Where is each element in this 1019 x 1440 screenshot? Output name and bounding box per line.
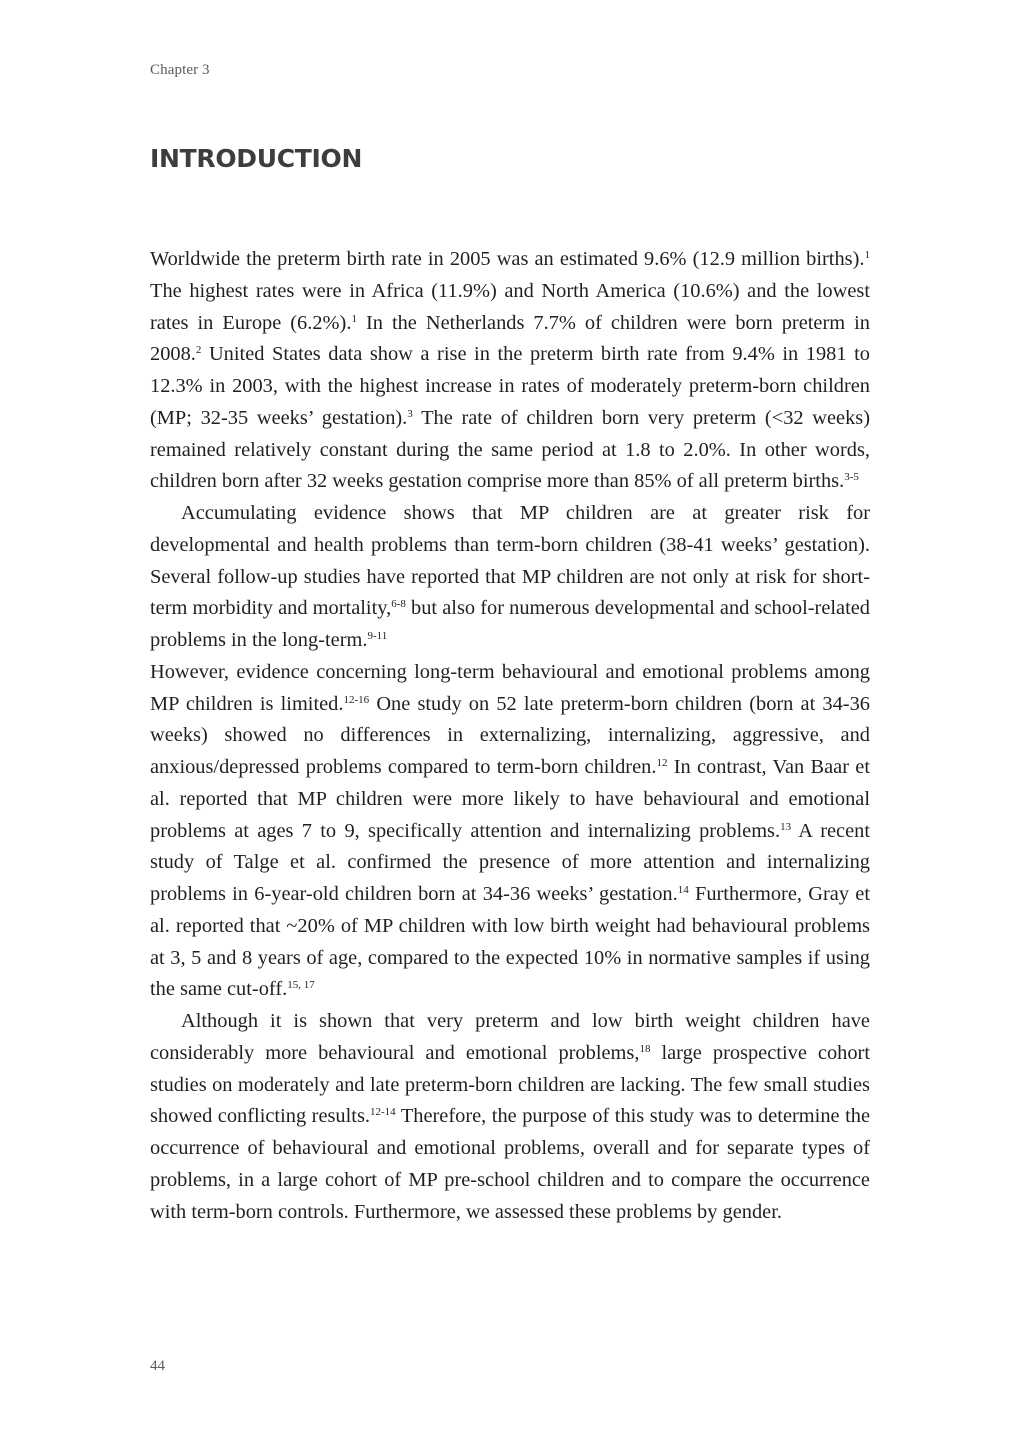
section-title: INTRODUCTION <box>150 144 363 173</box>
citation-reference: 15, 17 <box>287 979 315 992</box>
citation-reference: 14 <box>677 884 689 897</box>
running-head: Chapter 3 <box>150 62 210 78</box>
citation-reference: 12-14 <box>370 1106 396 1119</box>
citation-reference: 13 <box>780 820 792 833</box>
citation-reference: 3-5 <box>844 471 859 484</box>
body-paragraph: However, evidence concerning long-term behavioural and emotional problems among MP children is limited.$^{12-16}$ One study on 52 late preterm-born children (born at 34-36 weeks) showed no differences in externalizing, internalizing, aggressive, and anxious/depressed problems compared to term-born children.$^{12}$ In contrast, Van Baar et al. reported that MP children were more likely to have behavioural and emotional problems at ages 7 to 9, specifically attention and internalizing problems.$^{13}$ A recent study of Talge et al. confirmed the presence of more attention and internalizing problems in 6-year-old children born at 34-36 weeks’ gestation.$^{14}$ Furthermore, Gray et al. reported that ~20% of MP children with low birth weight had behavioural problems at 3, 5 and 8 years of age, compared to the expected 10% in normative samples if using the same cut-off.$^{15, 17}$ <box>150 660 871 1001</box>
citation-reference: 12-16 <box>343 693 370 706</box>
citation-reference: 2 <box>195 344 202 357</box>
body-paragraph: Accumulating evidence shows that MP children are at greater risk for developmental and health problems than term-born children (38-41 weeks’ gestation). Several follow-up studies have reported that MP children are not only at risk for short-term morbidity and mortality,$^{6-8}$ but also for numerous developmental and school-related problems in the long-term.$^{9-11}$ <box>150 502 870 651</box>
citation-reference: 9-11 <box>367 630 388 643</box>
citation-reference: 18 <box>639 1042 651 1055</box>
citation-reference: 1 <box>351 312 357 325</box>
body-text <box>150 244 870 1228</box>
citation-reference: 3 <box>407 407 413 420</box>
body-paragraph: Worldwide the preterm birth rate in 2005 was an estimated 9.6% (12.9 million births).$^1$ The highest rates were in Africa (11.9%) and North America (10.6%) and the lowest rates in Europe (6.2%).$^1$ In the Netherlands 7.7% of children were born preterm in 2008.$^2$ United States data show a rise in the preterm birth rate from 9.4% in 1981 to 12.3% in 2003, with the highest increase in rates of moderately preterm-born children (MP; 32-35 weeks’ gestation).$^3$ The rate of children born very preterm (<32 weeks) remained relatively constant during the same period at 1.8 to 2.0%. In other words, children born after 32 weeks gestation comprise more than 85% of all preterm births.$^{3-5}$ <box>150 248 871 493</box>
citation-reference: 1 <box>864 249 870 262</box>
citation-reference: 6-8 <box>391 598 406 611</box>
citation-reference: 12 <box>656 757 668 770</box>
body-paragraph: Although it is shown that very preterm and low birth weight children have considerably more behavioural and emotional problems,$^{18}$ large prospective cohort studies on moderately and late preterm-born children are lacking. The few small studies showed conflicting results.$^{12-14}$ Therefore, the purpose of this study was to determine the occurrence of behavioural and emotional problems, overall and for separate types of problems, in a large cohort of MP pre-school children and to compare the occurrence with term-born controls. Furthermore, we assessed these problems by gender. <box>150 1010 870 1223</box>
page-number: 44 <box>150 1358 165 1374</box>
